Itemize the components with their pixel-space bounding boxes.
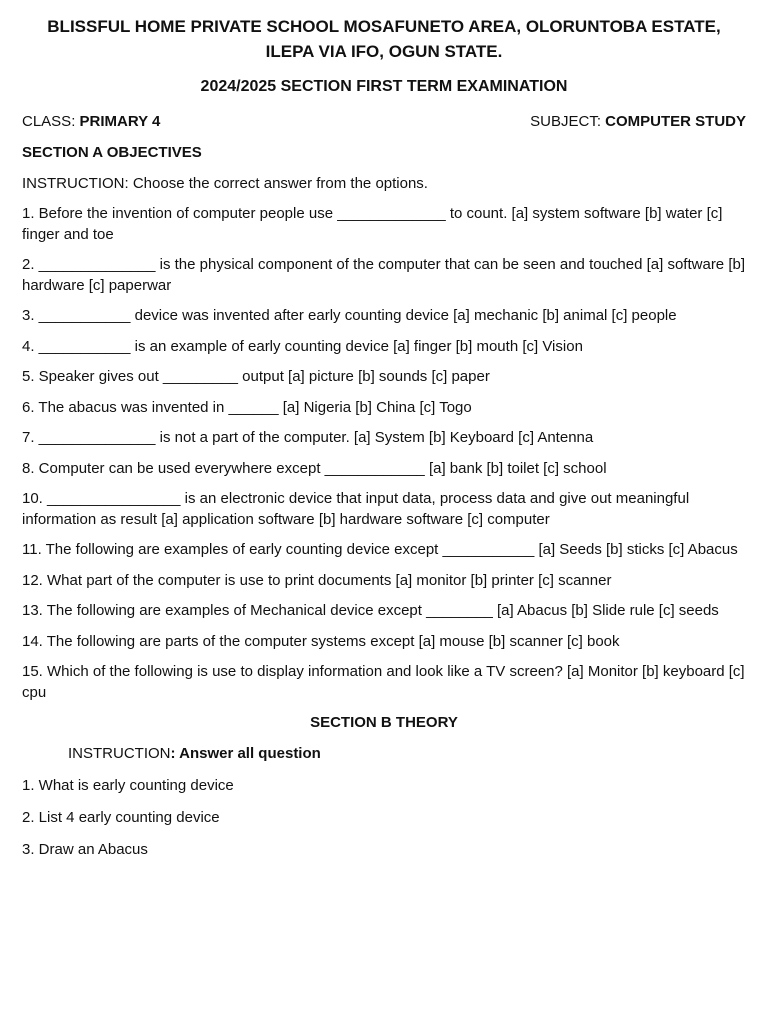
objective-question: 4. ___________ is an example of early counting device [a] finger [b] mouth [c] Vision: [22, 337, 583, 355]
exam-title: 2024/2025 SECTION FIRST TERM EXAMINATION: [200, 78, 568, 95]
section-a-heading: SECTION A OBJECTIVES: [22, 144, 202, 161]
objective-question: 5. Speaker gives out _________ output [a] picture [b] sounds [c] paper: [22, 368, 490, 385]
objective-question: 1. Before the invention of computer people use _____________ to count. [a] system software [b] water [c] finger and toe: [22, 205, 723, 243]
objective-question: 6. The abacus was invented in ______ [a] Nigeria [b] China [c] Togo: [22, 398, 472, 416]
class-label: CLASS:: [22, 113, 80, 130]
objective-question: 13. The following are examples of Mechanical device except ________ [a] Abacus [b] Slide rule [c] seeds: [22, 602, 719, 619]
objective-question: 7. ______________ is not a part of the computer. [a] System [b] Keyboard [c] Antenna: [22, 429, 594, 446]
section-b-instruction-label: INSTRUCTION: [68, 745, 171, 762]
theory-question: 1. What is early counting device: [22, 777, 234, 794]
class-subject-row: [22, 112, 746, 132]
theory-question: 2. List 4 early counting device: [22, 809, 220, 826]
class-value: PRIMARY 4: [79, 113, 161, 130]
theory-question: 3. Draw an Abacus: [22, 841, 148, 858]
section-a-instruction: INSTRUCTION: Choose the correct answer from the options.: [22, 175, 428, 192]
objective-question: 11. The following are examples of early counting device except ___________ [a] Seeds [b] sticks [c] Abacus: [22, 541, 738, 558]
subject-value: COMPUTER STUDY: [605, 113, 746, 130]
objective-question: 10. ________________ is an electronic device that input data, process data and give out meaningful information as result [a] application software [b] hardware software [c] computer: [22, 490, 690, 528]
section-b-heading: SECTION B THEORY: [310, 714, 458, 731]
section-b-instruction: [22, 744, 746, 764]
subject-info: [530, 112, 746, 132]
objective-question: 15. Which of the following is use to display information and look like a TV screen? [a] Monitor [b] keyboard [c] cpu: [22, 663, 745, 701]
school-name: BLISSFUL HOME PRIVATE SCHOOL MOSAFUNETO AREA, OLORUNTOBA ESTATE, ILEPA VIA IFO, OGUN STATE.: [47, 17, 721, 61]
objective-question: 8. Computer can be used everywhere except ____________ [a] bank [b] toilet [c] school: [22, 459, 607, 477]
objective-question: 3. ___________ device was invented after early counting device [a] mechanic [b] animal [c] people: [22, 307, 677, 324]
subject-label: SUBJECT:: [530, 113, 606, 130]
objective-question: 12. What part of the computer is use to print documents [a] monitor [b] printer [c] scanner: [22, 571, 612, 589]
section-b-instruction-text: : Answer all question: [170, 745, 321, 762]
class-info: [22, 112, 160, 132]
objective-questions: [22, 204, 746, 703]
objective-question: 2. ______________ is the physical component of the computer that can be seen and touched [a] software [b] hardware [c] paperwar: [22, 256, 745, 294]
objective-question: 14. The following are parts of the computer systems except [a] mouse [b] scanner [c] book: [22, 632, 620, 650]
